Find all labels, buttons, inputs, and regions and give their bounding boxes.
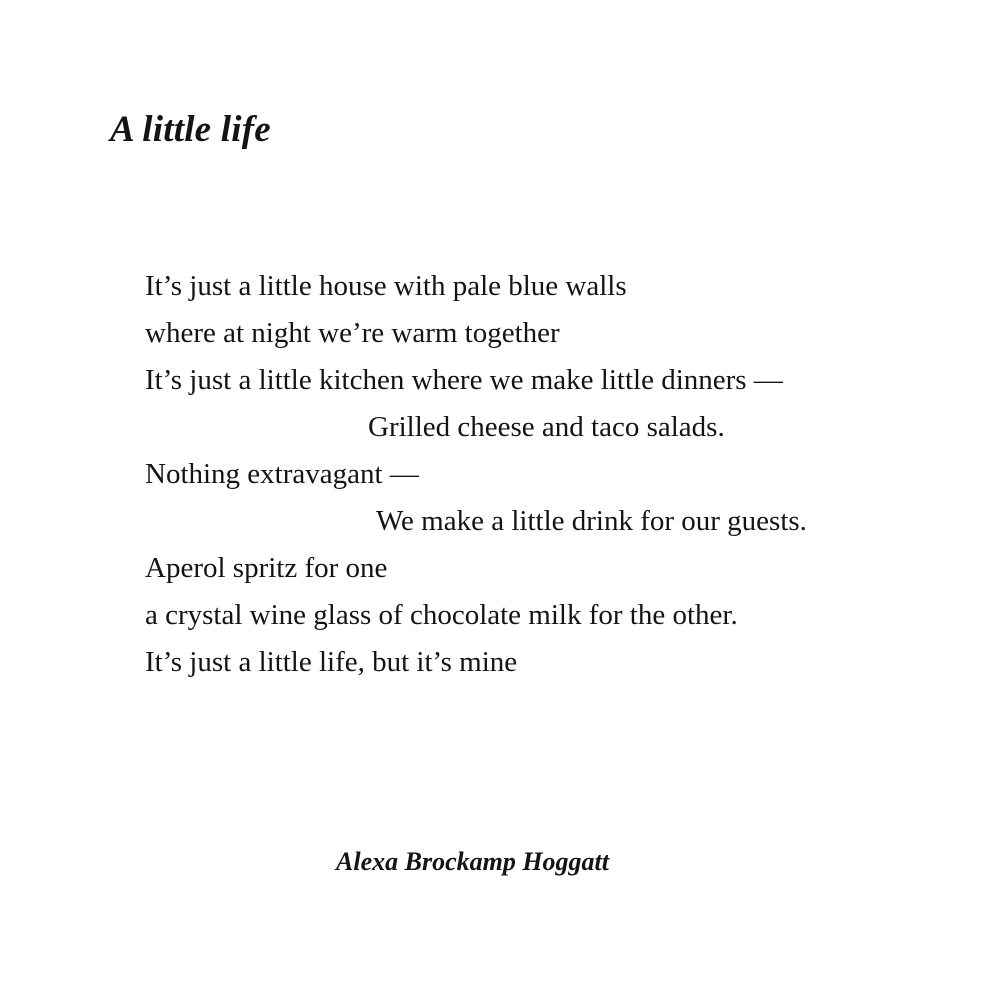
poem-line-indented: We make a little drink for our guests. (376, 505, 807, 537)
poem-line: Nothing extravagant — (145, 458, 419, 490)
poem-title: A little life (110, 109, 271, 150)
poem-line: It’s just a little kitchen where we make little dinners — (145, 364, 783, 396)
poem-line-indented: Grilled cheese and taco salads. (368, 411, 725, 443)
author-name: Alexa Brockamp Hoggatt (336, 847, 609, 876)
poem-line: Aperol spritz for one (145, 552, 388, 584)
poem-line: a crystal wine glass of chocolate milk for the other. (145, 599, 738, 631)
poem-line: It’s just a little life, but it’s mine (145, 646, 518, 678)
poem-line: It’s just a little house with pale blue walls (145, 270, 627, 302)
poem-line: where at night we’re warm together (145, 317, 560, 349)
poem-body (145, 263, 905, 686)
